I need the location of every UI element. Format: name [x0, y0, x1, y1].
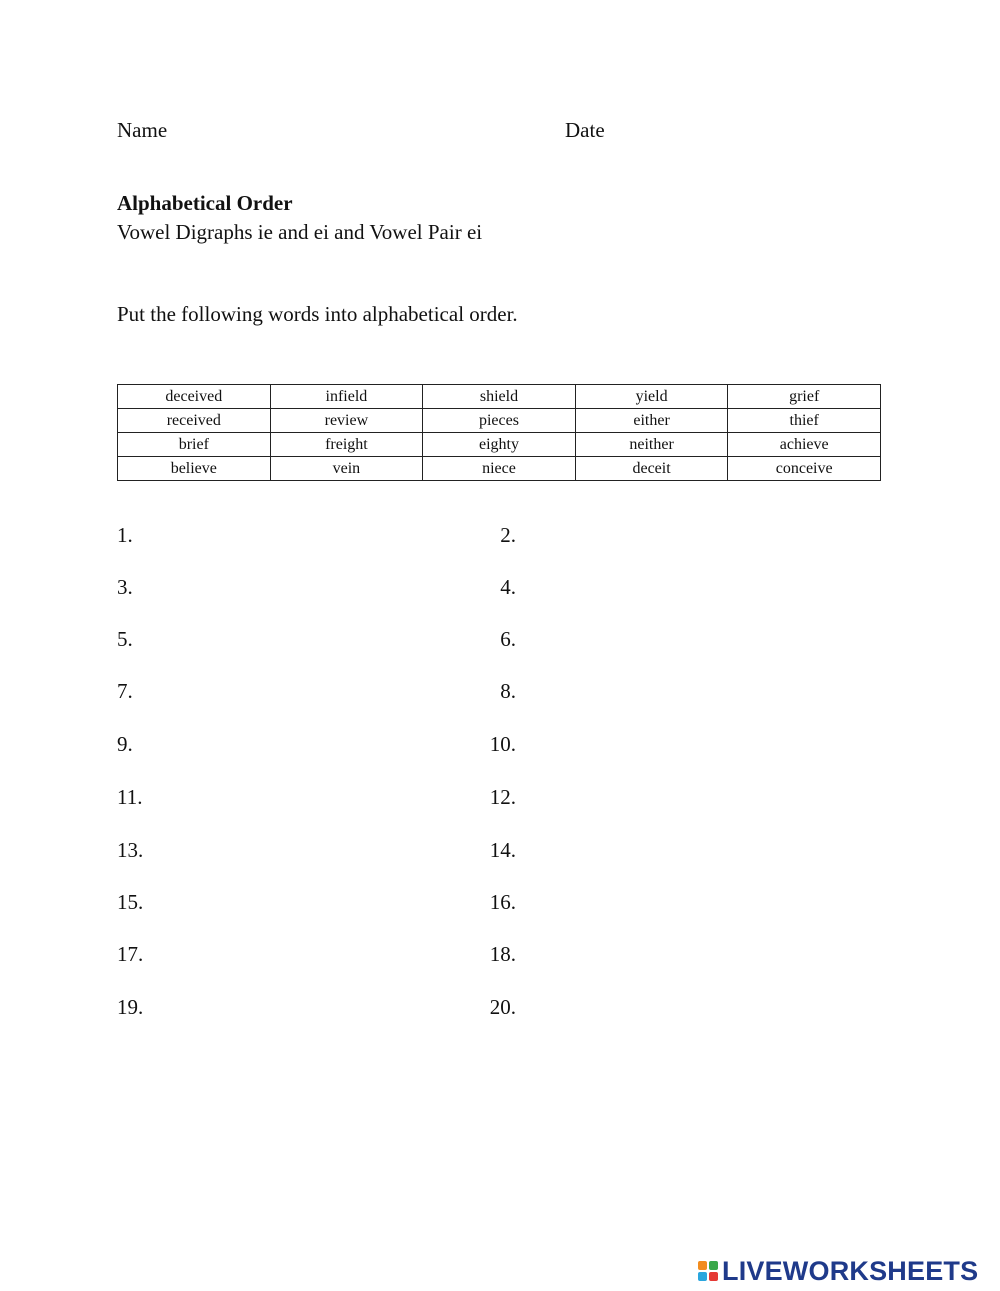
answer-number: 5.	[117, 627, 133, 651]
word-cell: brief	[118, 433, 271, 457]
date-label: Date	[565, 118, 605, 142]
word-cell: either	[575, 409, 728, 433]
answer-number: 1.	[117, 523, 133, 547]
answer-number: 4.	[500, 575, 516, 599]
word-cell: thief	[728, 409, 881, 433]
liveworksheets-logo	[698, 1257, 978, 1285]
word-table	[117, 384, 881, 481]
table-row	[118, 409, 881, 433]
word-cell: grief	[728, 385, 881, 409]
answer-number: 12.	[489, 785, 516, 809]
word-cell: conceive	[728, 457, 881, 481]
answer-number: 2.	[500, 523, 516, 547]
answer-number: 9.	[117, 732, 133, 756]
word-cell: niece	[423, 457, 576, 481]
word-cell: vein	[270, 457, 423, 481]
logo-text: LIVEWORKSHEETS	[722, 1256, 979, 1286]
answer-number: 7.	[117, 679, 133, 703]
answer-number: 16.	[489, 890, 516, 914]
word-cell: achieve	[728, 433, 881, 457]
instruction-text: Put the following words into alphabetical order.	[117, 302, 518, 326]
word-cell: eighty	[423, 433, 576, 457]
word-cell: infield	[270, 385, 423, 409]
answer-number: 15.	[117, 890, 144, 914]
answer-number: 13.	[117, 838, 144, 862]
word-cell: pieces	[423, 409, 576, 433]
word-cell: deceit	[575, 457, 728, 481]
answer-number: 14.	[489, 838, 516, 862]
word-cell: believe	[118, 457, 271, 481]
word-cell: review	[270, 409, 423, 433]
logo-blocks-icon	[698, 1261, 718, 1281]
word-cell: neither	[575, 433, 728, 457]
worksheet-title: Alphabetical Order	[117, 191, 293, 215]
worksheet-subtitle: Vowel Digraphs ie and ei and Vowel Pair ei	[117, 220, 483, 244]
answer-number: 6.	[500, 627, 516, 651]
word-cell: deceived	[118, 385, 271, 409]
word-cell: freight	[270, 433, 423, 457]
answer-number: 18.	[489, 942, 516, 966]
answer-number: 20.	[489, 995, 516, 1019]
table-row	[118, 385, 881, 409]
name-label: Name	[117, 118, 168, 142]
answer-number: 17.	[117, 942, 144, 966]
answer-number: 11.	[117, 785, 143, 809]
word-cell: shield	[423, 385, 576, 409]
word-cell: yield	[575, 385, 728, 409]
answer-number: 19.	[117, 995, 144, 1019]
table-row	[118, 457, 881, 481]
table-row	[118, 433, 881, 457]
word-cell: received	[118, 409, 271, 433]
answer-number: 8.	[500, 679, 516, 703]
answer-number: 3.	[117, 575, 133, 599]
answer-number: 10.	[489, 732, 516, 756]
